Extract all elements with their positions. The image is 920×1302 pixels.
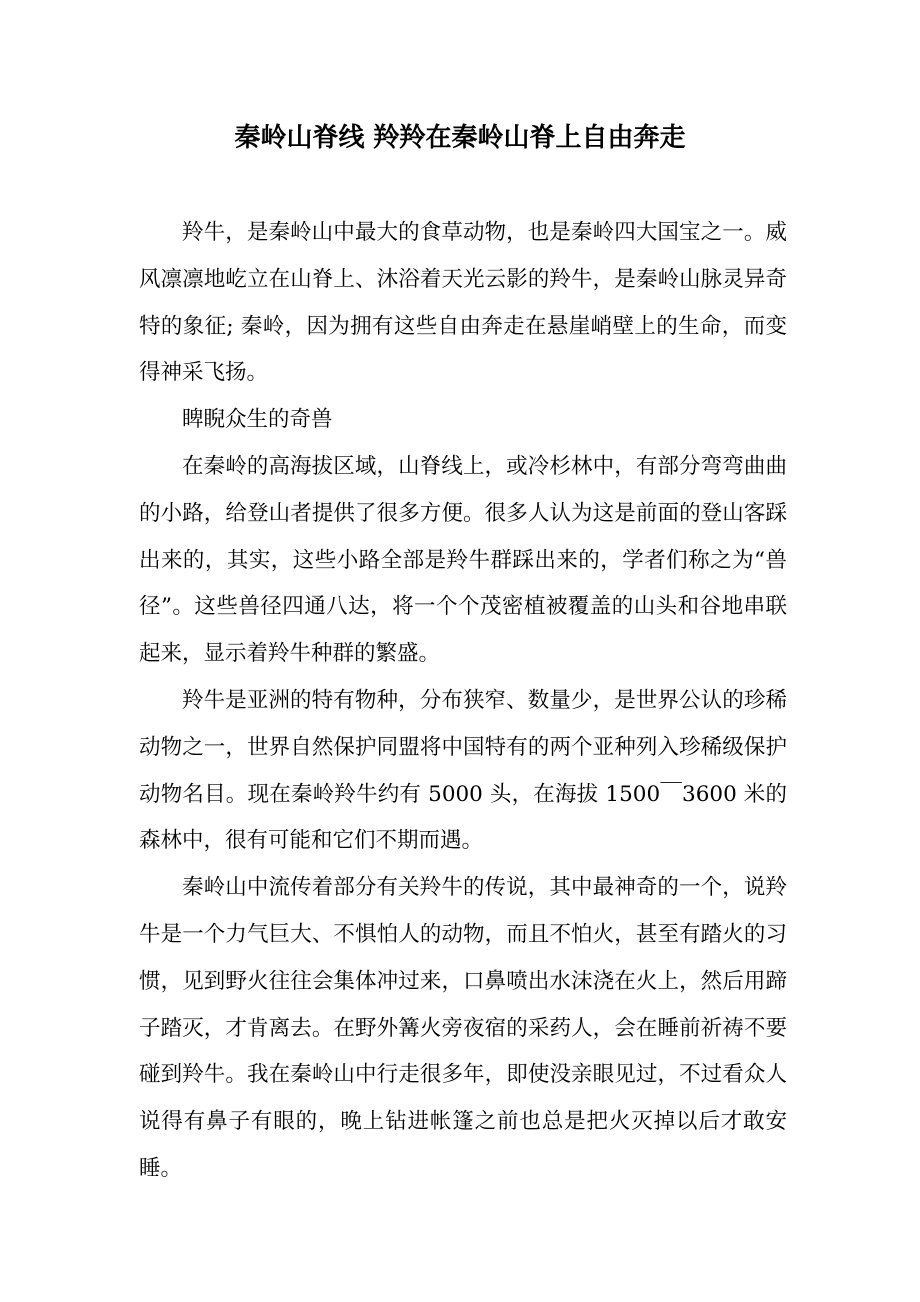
document-body <box>139 210 787 1193</box>
section-heading: 睥睨众生的奇兽 <box>182 407 333 433</box>
paragraph-animal-trails: 在秦岭的高海拔区域，山脊线上，或冷杉林中，有部分弯弯曲曲的小路，给登山者提供了很多方便。很多人认为这是前面的登山客踩出来的，其实，这些小路全部是羚牛群踩出来的，学者们称之为“兽径”。这些兽径四通八达，将一个个茂密植被覆盖的山头和谷地串联起来，显示着羚牛种群的繁盛。 <box>139 453 787 667</box>
paragraph-fire-legend: 秦岭山中流传着部分有关羚牛的传说，其中最神奇的一个，说羚牛是一个力气巨大、不惧怕人的动物，而且不怕火，甚至有踏火的习惯，见到野火往往会集体冲过来，口鼻喷出水沫浇在火上，然后用蹄子踏灭，才肯离去。在野外篝火旁夜宿的采药人，会在睡前祈祷不要碰到羚牛。我在秦岭山中行走很多年，即使没亲眼见过，不过看众人说得有鼻子有眼的，晚上钻进帐篷之前也总是把火灭掉以后才敢安睡。 <box>139 875 787 1181</box>
paragraph-rare-species: 羚牛是亚洲的特有物种，分布狭窄、数量少，是世界公认的珍稀动物之一，世界自然保护同盟将中国特有的两个亚种列入珍稀级保护动物名目。现在秦岭羚牛约有 5000 头，在海拔 1500￣3600 米的森林中，很有可能和它们不期而遇。 <box>139 687 787 854</box>
document-title: 秦岭山脊线 羚羚在秦岭山脊上自由奔走 <box>234 123 686 153</box>
paragraph-intro: 羚牛，是秦岭山中最大的食草动物，也是秦岭四大国宝之一。威风凛凛地屹立在山脊上、沐浴着天光云影的羚牛，是秦岭山脉灵异奇特的象征; 秦岭，因为拥有这些自由奔走在悬崖峭壁上的生命，而变得神采飞扬。 <box>139 220 787 386</box>
